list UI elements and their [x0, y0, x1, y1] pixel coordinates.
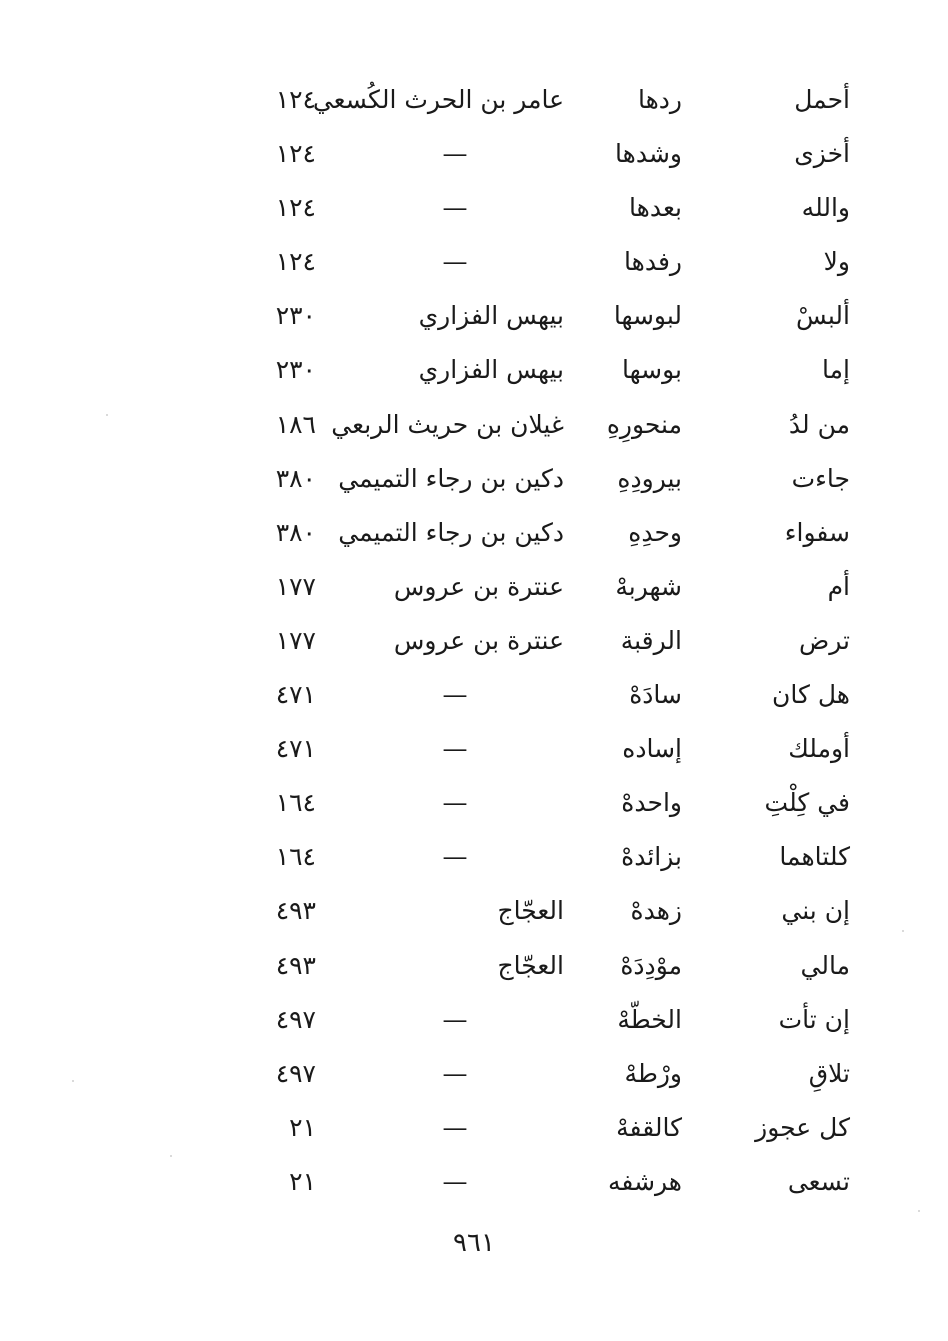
table-row — [0, 452, 948, 506]
first-word-cell: كل عجوز — [755, 1112, 850, 1142]
page-ref-cell: ١٢٤ — [275, 247, 316, 277]
rhyme-word-cell: موْدِدَهْ — [620, 950, 682, 980]
rhyme-word-cell: لبوسها — [613, 301, 682, 331]
table-row — [0, 181, 948, 235]
rhyme-word-cell: كالقفهْ — [616, 1112, 682, 1142]
first-word-cell: ألبسْ — [796, 301, 850, 331]
poet-cell: — — [442, 1112, 468, 1142]
rhyme-word-cell: بعدها — [629, 193, 682, 223]
rhyme-word-cell: بزائدهْ — [621, 842, 682, 872]
page-ref-cell: ١٢٤ — [275, 139, 316, 169]
rhyme-word-cell: زهدهْ — [630, 896, 682, 926]
rhyme-word-cell: ورْطهْ — [624, 1058, 682, 1088]
table-row — [0, 830, 948, 884]
table-row — [0, 993, 948, 1047]
first-word-cell: إن بني — [781, 896, 850, 926]
page-ref-cell: ٢١ — [289, 1166, 316, 1196]
page-ref-cell: ٢١ — [289, 1112, 316, 1142]
table-row — [0, 235, 948, 289]
rhyme-word-cell: رفدها — [624, 247, 682, 277]
poet-cell: غيلان بن حريث الربعي — [331, 409, 564, 439]
poet-cell: — — [442, 1004, 468, 1034]
rhyme-word-cell: وشدها — [615, 139, 682, 169]
table-row — [0, 1047, 948, 1101]
first-word-cell: تسعى — [787, 1166, 850, 1196]
rhyme-word-cell: هرشفه — [608, 1166, 682, 1196]
table-row — [0, 398, 948, 452]
first-word-cell: سفواء — [784, 517, 850, 547]
table-row — [0, 722, 948, 776]
first-word-cell: أخزى — [794, 139, 850, 169]
poet-cell: — — [442, 247, 468, 277]
poet-cell: — — [442, 1166, 468, 1196]
page-ref-cell: ١٢٤ — [275, 85, 316, 114]
poet-cell: عنترة بن عروس — [393, 571, 564, 601]
page-ref-cell: ٤٩٣ — [275, 896, 316, 926]
page-ref-cell: ١٨٦ — [275, 409, 316, 439]
poet-cell: — — [442, 680, 468, 710]
poet-cell: دكين بن رجاء التميمي — [338, 517, 564, 547]
rhyme-word-cell: بيرودِهِ — [617, 463, 682, 493]
first-word-cell: والله — [801, 193, 850, 223]
poet-cell: بيهس الفزاري — [418, 355, 564, 385]
first-word-cell: إما — [822, 355, 850, 385]
page-ref-cell: ٤٩٧ — [275, 1004, 316, 1034]
rhyme-word-cell: منحورِهِ — [606, 409, 682, 439]
poet-cell: عامر بن الحرث الكُسعي — [312, 85, 564, 114]
first-word-cell: في كِلْتِ — [764, 788, 850, 818]
table-row — [0, 127, 948, 181]
table-row — [0, 506, 948, 560]
rhyme-word-cell: بوسها — [622, 355, 682, 385]
first-word-cell: من لدُ — [788, 409, 850, 439]
page-ref-cell: ٢٣٠ — [275, 301, 316, 331]
poet-cell: — — [442, 139, 468, 169]
table-row — [0, 73, 948, 127]
first-word-cell: كلتاهما — [779, 842, 850, 872]
rhyme-word-cell: شهربهْ — [615, 571, 682, 601]
poet-cell: — — [442, 842, 468, 872]
poet-cell: دكين بن رجاء التميمي — [338, 463, 564, 493]
rhyme-word-cell: الخطّهْ — [617, 1004, 682, 1034]
first-word-cell: ترض — [799, 625, 850, 655]
table-row — [0, 289, 948, 343]
table-row — [0, 343, 948, 397]
first-word-cell: أم — [827, 571, 850, 601]
table-row — [0, 884, 948, 938]
page-ref-cell: ٤٧١ — [275, 734, 316, 764]
rhyme-word-cell: الرقبة — [620, 625, 682, 655]
page-ref-cell: ٤٩٧ — [275, 1058, 316, 1088]
rhyme-word-cell: واحدهْ — [621, 788, 682, 818]
first-word-cell: تلاقِ — [808, 1058, 850, 1088]
first-word-cell: إن تأت — [778, 1004, 850, 1034]
page-ref-cell: ١٦٤ — [275, 842, 316, 872]
table-row — [0, 560, 948, 614]
rhyme-word-cell: إساده — [622, 734, 682, 764]
table-row — [0, 776, 948, 830]
poet-cell: بيهس الفزاري — [418, 301, 564, 331]
rhyme-word-cell: ردها — [637, 85, 682, 114]
page-ref-cell: ١٧٧ — [275, 571, 316, 601]
page-number: ٩٦١ — [453, 1228, 495, 1258]
poet-cell: — — [442, 1058, 468, 1088]
poet-cell: — — [442, 788, 468, 818]
first-word-cell: هل كان — [772, 680, 850, 710]
poet-cell: العجّاج — [497, 896, 564, 926]
poet-cell: — — [442, 193, 468, 223]
first-word-cell: ولا — [823, 247, 850, 277]
page-ref-cell: ١٢٤ — [275, 193, 316, 223]
first-word-cell: مالي — [800, 950, 850, 980]
table-row — [0, 1101, 948, 1155]
rhyme-word-cell: سادَهْ — [629, 680, 682, 710]
first-word-cell: أوملك — [788, 734, 850, 764]
poet-cell: — — [442, 734, 468, 764]
page-ref-cell: ٣٨٠ — [275, 463, 316, 493]
verse-index-table — [0, 73, 948, 1209]
page-ref-cell: ٣٨٠ — [275, 517, 316, 547]
table-row — [0, 939, 948, 993]
table-row — [0, 1155, 948, 1209]
page-ref-cell: ٤٩٣ — [275, 950, 316, 980]
page-ref-cell: ٤٧١ — [275, 680, 316, 710]
page-ref-cell: ١٧٧ — [275, 625, 316, 655]
table-row — [0, 668, 948, 722]
first-word-cell: جاءت — [791, 463, 850, 493]
rhyme-word-cell: وحدِهِ — [628, 517, 682, 547]
table-row — [0, 614, 948, 668]
first-word-cell: أحمل — [794, 85, 850, 114]
poet-cell: العجّاج — [497, 950, 564, 980]
poet-cell: عنترة بن عروس — [393, 625, 564, 655]
page-ref-cell: ٢٣٠ — [275, 355, 316, 385]
page-ref-cell: ١٦٤ — [275, 788, 316, 818]
